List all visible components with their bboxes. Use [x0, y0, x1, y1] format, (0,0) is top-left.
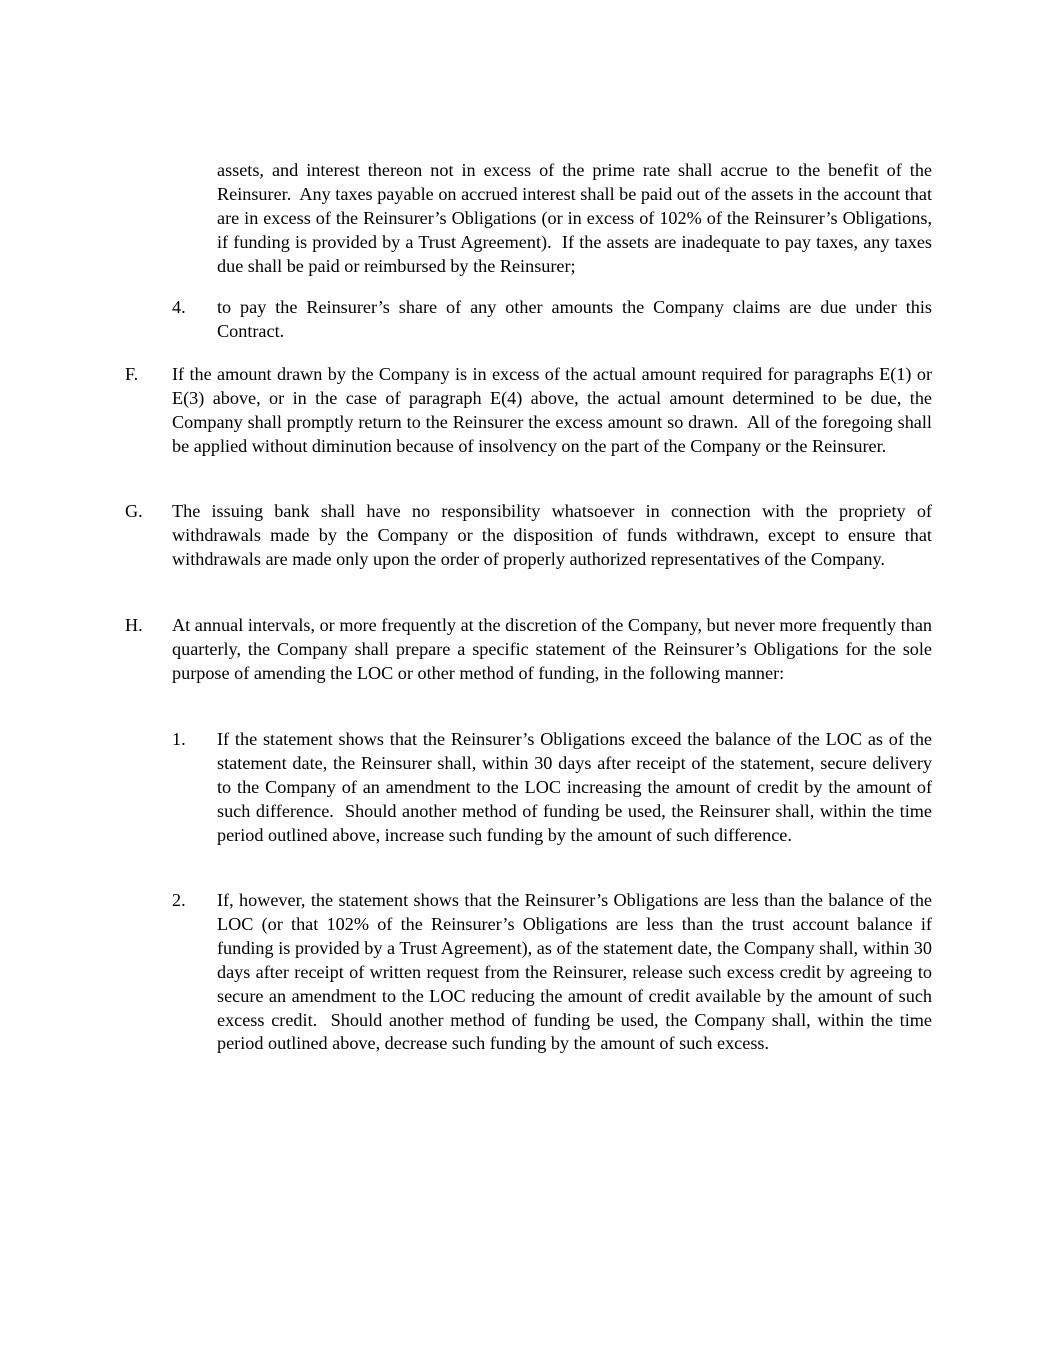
section-g-text: The issuing bank shall have no responsibility whatsoever in connection with the propriety of withdrawals made by the Company or the disposition of funds withdrawn, except to ensure that withdrawals are made only upon the order of properly authorized representatives of the Company.	[172, 501, 932, 569]
item-h2-text: If, however, the statement shows that the Reinsurer’s Obligations are less than the balance of the LOC (or that 102% of the Reinsurer’s Obligations are less than the trust account balance if funding is provided by a Trust Agreement), as of the statement date, the Company shall, within 30 days after receipt of written request from the Reinsurer, release such excess credit by agreeing to secure an amendment to the LOC reducing the amount of credit available by the amount of such excess credit. Should another method of funding be used, the Company shall, within the time period outlined above, decrease such funding by the amount of such excess.	[217, 890, 932, 1054]
section-g-marker: G.	[125, 501, 143, 521]
section-h-text: At annual intervals, or more frequently at the discretion of the Company, but never more frequently than quarterly, the Company shall prepare a specific statement of the Reinsurer’s Obligations for the sole purpose of amending the LOC or other method of funding, in the following manner:	[172, 615, 932, 683]
continuation-paragraph: assets, and interest thereon not in excess of the prime rate shall accrue to the benefit of the Reinsurer. Any taxes payable on accrued interest shall be paid out of the assets in the account that are in excess of the Reinsurer’s Obligations (or in excess of 102% of the Reinsurer’s Obligations, if funding is provided by a Trust Agreement). If the assets are inadequate to pay taxes, any taxes due shall be paid or reimbursed by the Reinsurer;	[217, 160, 932, 276]
item-h1-marker: 1.	[172, 729, 186, 749]
section-f-marker: F.	[125, 364, 139, 384]
section-f-text: If the amount drawn by the Company is in excess of the actual amount required for paragraphs E(1) or E(3) above, or in the case of paragraph E(4) above, the actual amount determined to be due, the Company shall promptly return to the Reinsurer the excess amount so drawn. All of the foregoing shall be applied without diminution because of insolvency on the part of the Company or the Reinsurer.	[172, 364, 932, 456]
item-h2-marker: 2.	[172, 890, 186, 910]
section-h-marker: H.	[125, 615, 143, 635]
item-e4-text: to pay the Reinsurer’s share of any other amounts the Company claims are due under this Contract.	[217, 297, 932, 341]
item-h1-text: If the statement shows that the Reinsurer’s Obligations exceed the balance of the LOC as of the statement date, the Reinsurer shall, within 30 days after receipt of the statement, secure delivery to the Company of an amendment to the LOC increasing the amount of credit by the amount of such difference. Should another method of funding be used, the Reinsurer shall, within the time period outlined above, increase such funding by the amount of such difference.	[217, 729, 932, 845]
item-e4-marker: 4.	[172, 297, 186, 317]
